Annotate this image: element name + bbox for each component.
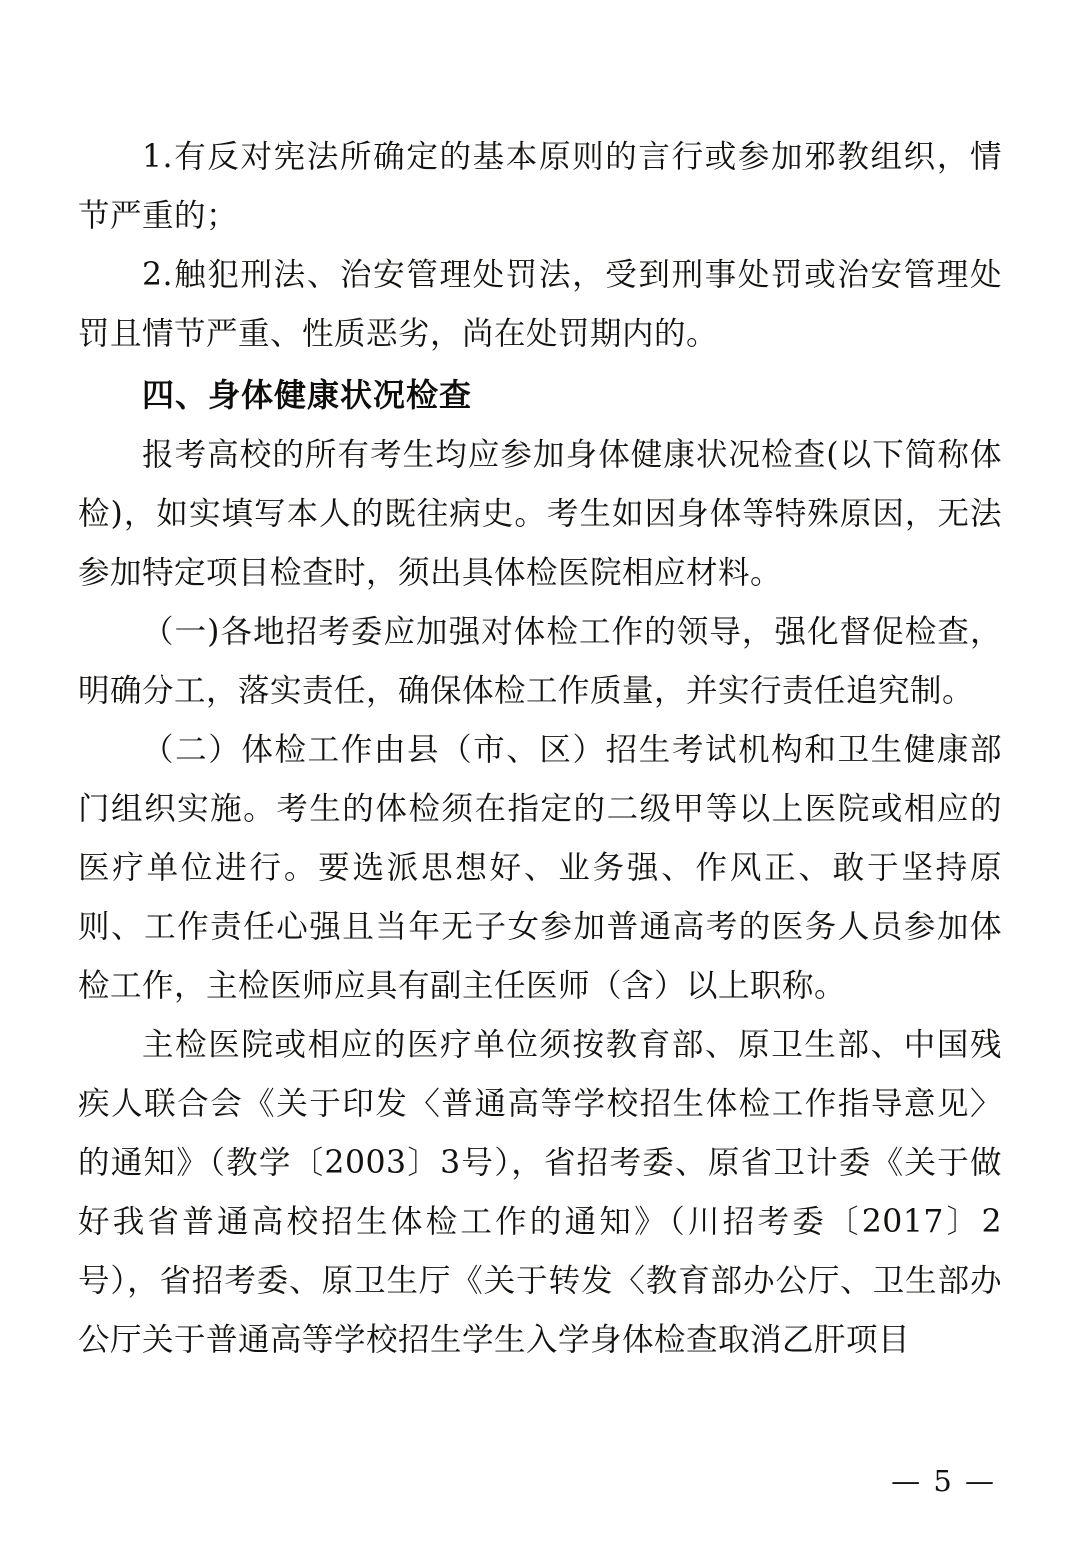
list-item-clause-1: 1.有反对宪法所确定的基本原则的言行或参加邪教组织，情节严重的； <box>78 139 1002 234</box>
page-number: — 5 — <box>891 1464 996 1498</box>
list-item-clause-2: 2.触犯刑法、治安管理处罚法，受到刑事处罚或治安管理处罚且情节严重、性质恶劣，尚在处罚期内的。 <box>78 257 1002 352</box>
paragraph-hospital-requirements: 主检医院或相应的医疗单位须按教育部、原卫生部、中国残疾人联合会《关于印发〈普通高等学校招生体检工作指导意见〉的通知》（教学〔2003〕3号），省招考委、原省卫计委《关于做好我省普通高校招生体检工作的通知》（川招考委〔2017〕2号），省招考委、原卫生厅《关于转发〈教育部办公厅、卫生部办公厅关于普通高等学校招生学生入学身体检查取消乙肝项目 <box>78 1027 1002 1358</box>
paragraph-subsection-two: （二）体检工作由县（市、区）招生考试机构和卫生健康部门组织实施。考生的体检须在指定的二级甲等以上医院或相应的医疗单位进行。要选派思想好、业务强、作风正、敢于坚持原则、工作责任心强且当年无子女参加普通高考的医务人员参加体检工作，主检医师应具有副主任医师（含）以上职称。 <box>78 732 1002 1004</box>
document-body <box>78 128 1002 1370</box>
section-heading-health-check: 四、身体健康状况检查 <box>142 376 473 414</box>
paragraph-subsection-one: （一)各地招考委应加强对体检工作的领导，强化督促检查，明确分工，落实责任，确保体检工作质量，并实行责任追究制。 <box>78 614 1002 709</box>
paragraph-health-check-intro: 报考高校的所有考生均应参加身体健康状况检查(以下简称体检)，如实填写本人的既往病史。考生如因身体等特殊原因，无法参加特定项目检查时，须出具体检医院相应材料。 <box>78 437 1002 591</box>
